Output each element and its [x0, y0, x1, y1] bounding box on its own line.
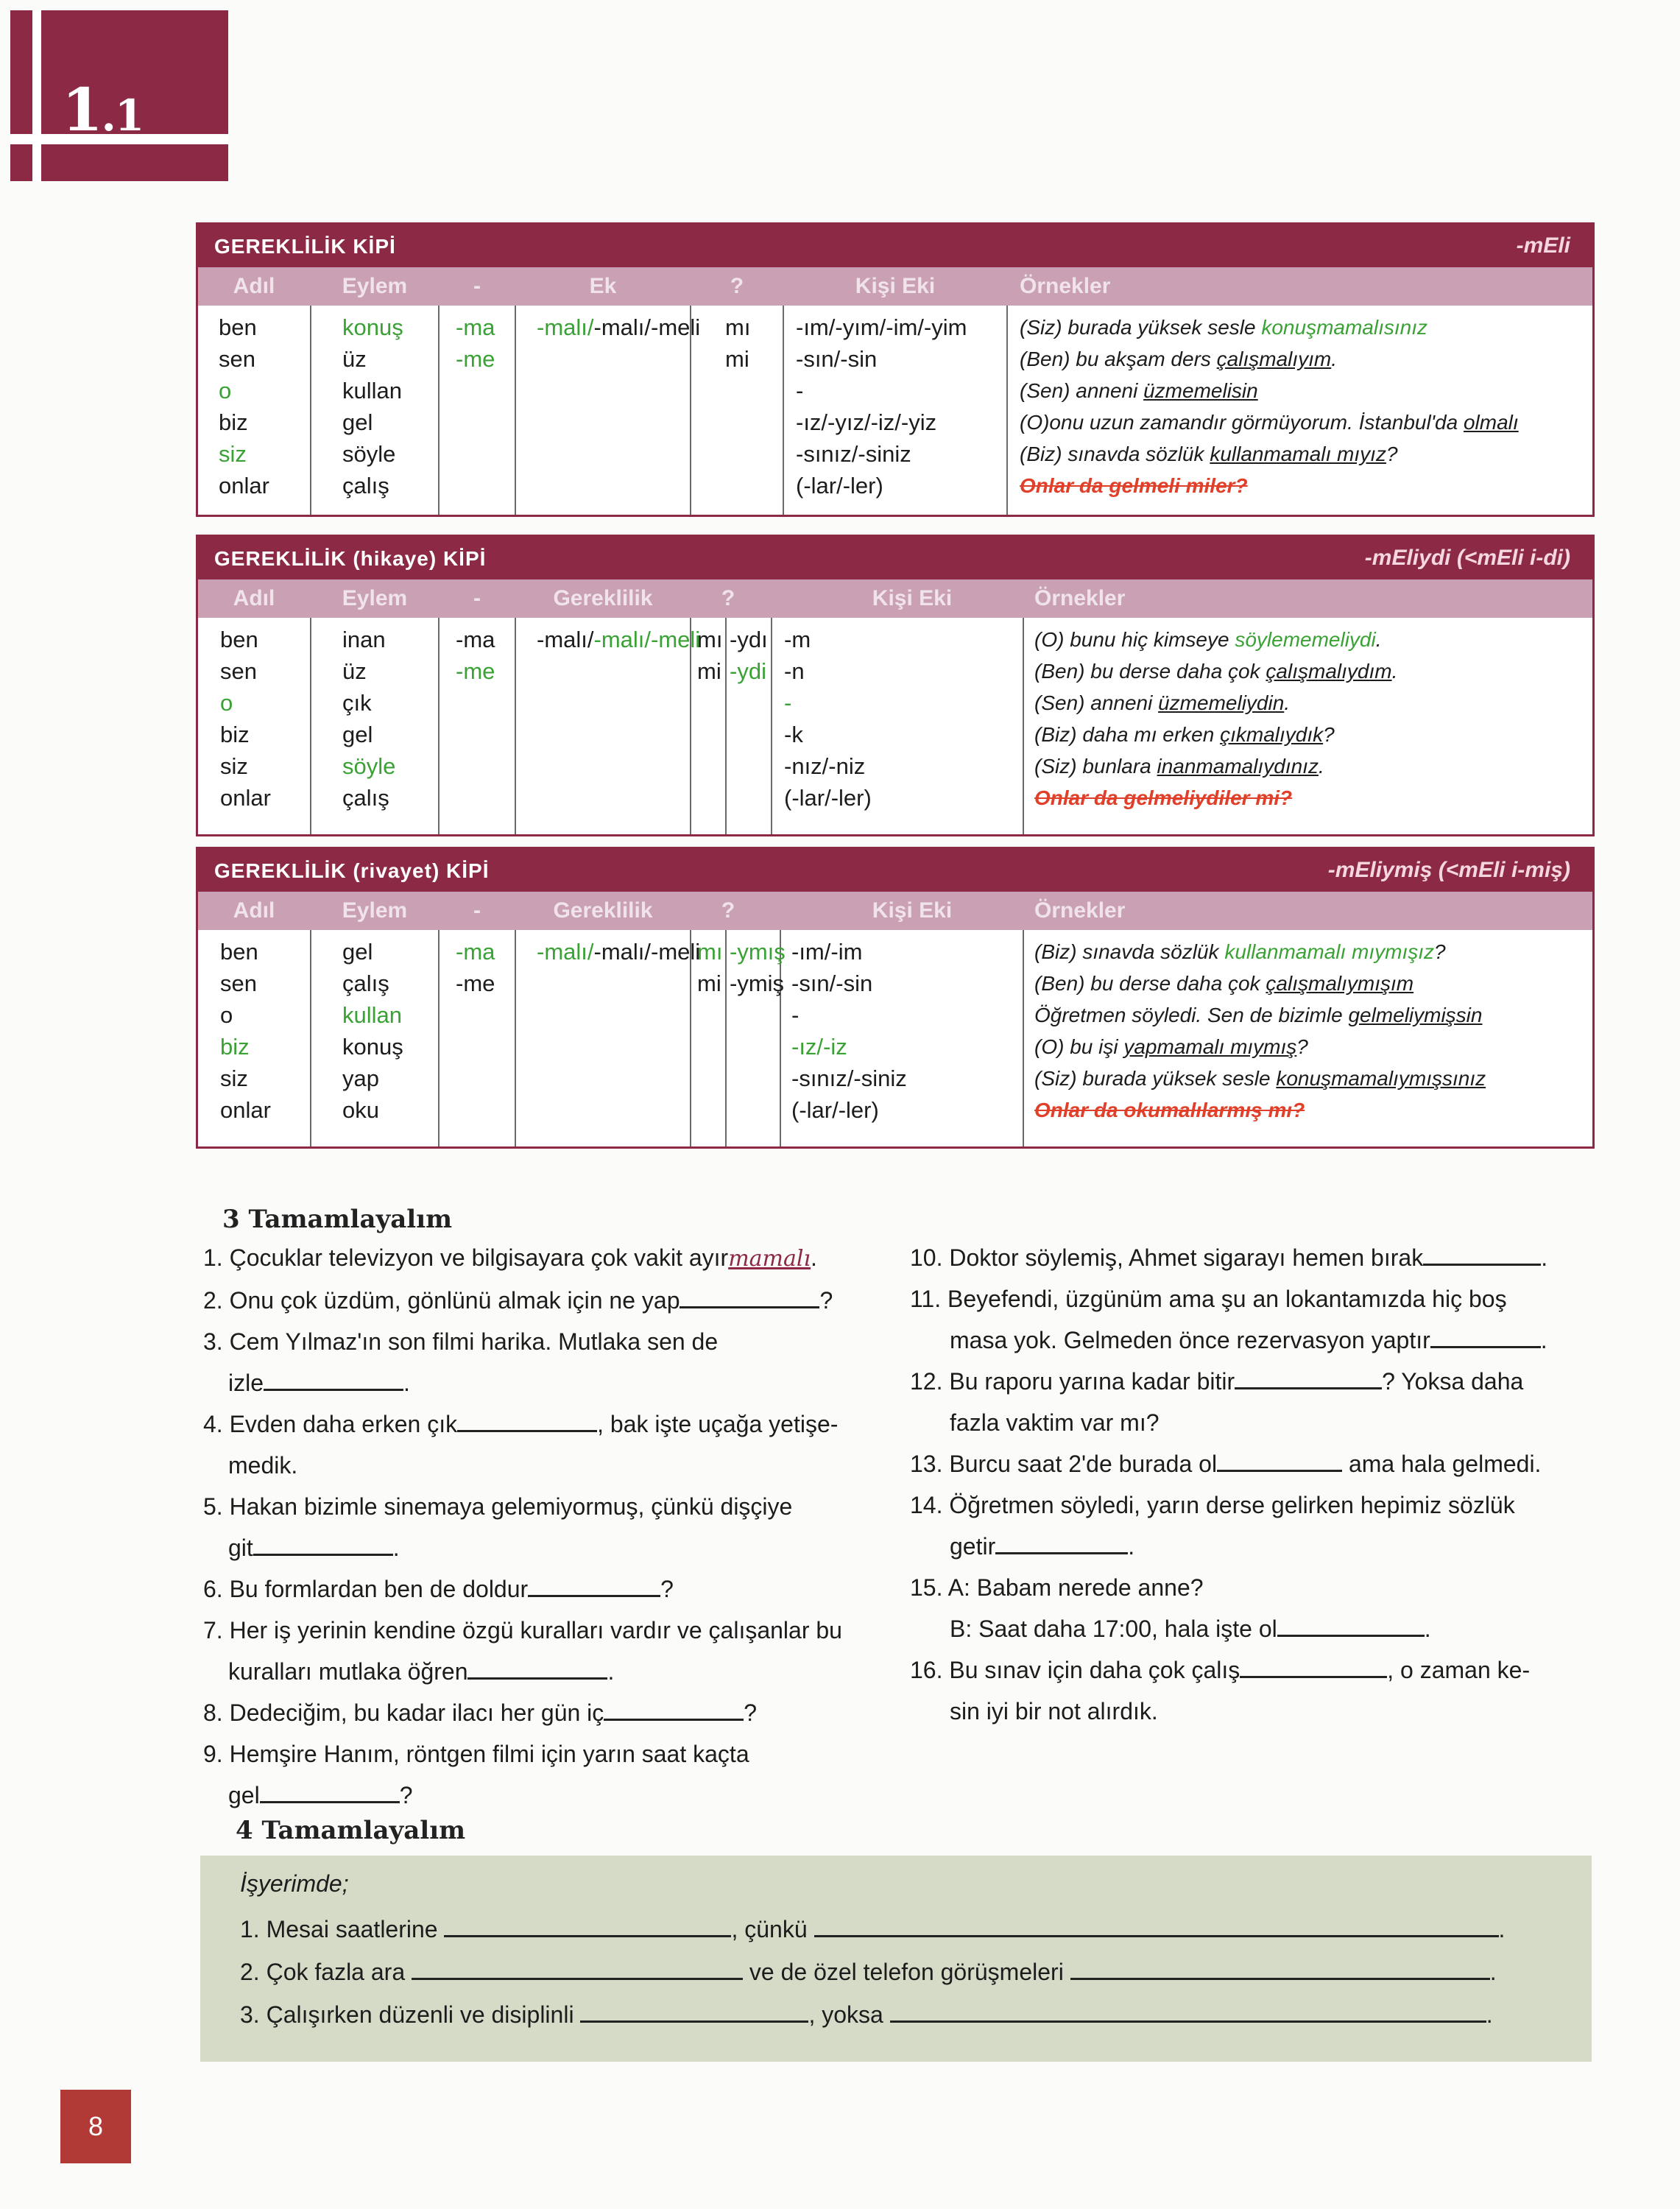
page-number: 8 [60, 2090, 131, 2163]
header-gereklilik: Gereklilik [553, 898, 653, 923]
blank-14[interactable] [995, 1532, 1128, 1554]
header-q: ? [721, 586, 735, 610]
past-column: -ydı -ydi [730, 627, 768, 684]
header-neg: - [473, 274, 481, 298]
table-suffix: -mEliymiş (<mEli i-miş) [1327, 858, 1570, 882]
table-gereklilik-hikaye-kipi [196, 535, 1595, 836]
person-suffix-column: -ım/-im -sın/-sin - -ız/-iz -sınız/-siniz (-lar/-ler) [791, 939, 907, 1123]
header-adil: Adıl [233, 586, 275, 610]
blank-12[interactable] [1235, 1367, 1382, 1389]
ek-column: -malı/-malı/-meli [537, 627, 701, 652]
header-neg: - [473, 586, 481, 610]
verb-column: gel çalış kullan konuş yap oku [342, 939, 403, 1123]
table-title: GEREKLİLİK (rivayet) KİPİ [214, 859, 490, 882]
question-2: 2. Onu çok üzdüm, gönlünü almak için ne yap ? [203, 1287, 833, 1314]
table-header [198, 267, 1592, 306]
header-gereklilik: Gereklilik [553, 586, 653, 610]
header-adil: Adıl [233, 274, 275, 298]
exercise-4-title: 4 Tamamlayalım [236, 1816, 466, 1845]
table-title: GEREKLİLİK KİPİ [214, 235, 396, 258]
header-eylem: Eylem [342, 898, 408, 923]
exercise-4-box [200, 1856, 1592, 2062]
section-badge [10, 10, 228, 181]
question-column: mı mi [725, 314, 751, 372]
question-7: 7. Her iş yerinin kendine özgü kuralları vardır ve çalışanlar bu [203, 1617, 842, 1643]
header-q: ? [730, 274, 744, 298]
negation-column: -ma -me [456, 314, 495, 372]
header-eylem: Eylem [342, 586, 408, 610]
blank-10[interactable] [1423, 1243, 1541, 1266]
table-suffix: -mEliydi (<mEli i-di) [1364, 546, 1570, 570]
question-1: 1. Çocuklar televizyon ve bilgisayara çok vakit ayırmamalı. [203, 1244, 817, 1272]
blank-4-3b[interactable] [890, 2000, 1486, 2023]
header-q: ? [721, 898, 735, 923]
blank-9[interactable] [260, 1780, 400, 1803]
blank-4[interactable] [457, 1409, 597, 1432]
header-ek: Ek [589, 274, 617, 298]
blank-3[interactable] [264, 1368, 403, 1391]
exercise-4-heading: İşyerimde; [240, 1870, 349, 1897]
verb-column: inan üz çık gel söyle çalış [342, 627, 396, 811]
blank-4-1b[interactable] [814, 1914, 1499, 1937]
table-gereklilik-rivayet-kipi [196, 847, 1595, 1149]
blank-2[interactable] [680, 1286, 819, 1308]
exercise-3-title: 3 Tamamlayalım [222, 1205, 453, 1234]
blank-4-2b[interactable] [1070, 1957, 1490, 1980]
table-header [198, 579, 1592, 618]
table-suffix: -mEli [1516, 233, 1570, 258]
table-gereklilik-kipi [196, 222, 1595, 517]
question-column: mı mi [697, 939, 723, 996]
question-12: 12. Bu raporu yarına kadar bitir ? Yoksa daha [910, 1368, 1524, 1395]
exercise-4-line-3: 3. Çalışırken düzenli ve disiplinli , yoksa . [240, 2001, 1493, 2028]
table-title: GEREKLİLİK (hikaye) KİPİ [214, 547, 487, 570]
question-6: 6. Bu formlardan ben de doldur ? [203, 1576, 674, 1602]
blank-5[interactable] [253, 1533, 393, 1556]
blank-11[interactable] [1430, 1325, 1541, 1348]
question-column: mı mi [697, 627, 723, 684]
question-9: 9. Hemşire Hanım, röntgen filmi için yarın saat kaçta [203, 1741, 749, 1767]
exercise-4-line-2: 2. Çok fazla ara ve de özel telefon görüşmeleri . [240, 1959, 1497, 1985]
exercise-3-left-column: 1. Çocuklar televizyon ve bilgisayara çok vakit ayırmamalı. 2. Onu çok üzdüm, gönlünü almak için ne yap ? 3. Cem Yılmaz'ın son filmi harika. Mutlaka sen de izle . 4. Evden daha erken çık , bak işte uçağa yetişe- medik. 5. Hakan bizimle sinemaya gelemiyormuş, çünkü dişçiye git . 6. Bu formlardan ben de doldur ? 7. Her iş yerinin kendine özgü kuralları vardır ve çalışanlar bu kuralları mutlaka öğren . 8. Dedeciğim, bu kadar ilacı her gün iç ? 9. Hemşire Hanım, röntgen filmi için yarın saat kaçta gel ? [203, 1237, 880, 1816]
question-4: 4. Evden daha erken çık , bak işte uçağa yetişe- [203, 1411, 839, 1437]
question-15: 15. A: Babam nerede anne? [910, 1574, 1204, 1601]
ek-column: -malı/-malı/-meli [537, 314, 701, 340]
exercise-3-right-column: 10. Doktor söylemiş, Ahmet sigarayı hemen bırak . 11. Beyefendi, üzgünüm ama şu an lokantamızda hiç boş masa yok. Gelmeden önce rezervasyon yaptır . 12. Bu raporu yarına kadar bitir ? Yoksa daha fazla vaktim var mı? 13. Burcu saat 2'de burada ol ama hala gelmedi. 14. Öğretmen söyledi, yarın derse gelirken hepimiz sözlük getir . 15. A: Babam nerede anne? B: Saat daha 17:00, hala işte ol . 16. Bu sınav için daha çok çalış , o zaman ke- sin iyi bir not alırdık. [910, 1237, 1595, 1732]
blank-15[interactable] [1277, 1614, 1425, 1637]
negation-column: -ma -me [456, 627, 495, 684]
header-kisi-eki: Kişi Eki [872, 586, 953, 610]
table-header [198, 892, 1592, 930]
exercise-4-line-1: 1. Mesai saatlerine , çünkü . [240, 1916, 1506, 1942]
blank-7[interactable] [467, 1657, 607, 1680]
negation-column: -ma -me [456, 939, 495, 996]
question-13: 13. Burcu saat 2'de burada ol ama hala gelmedi. [910, 1451, 1542, 1477]
blank-4-1a[interactable] [444, 1914, 731, 1937]
pronoun-column: ben sen o biz siz onlar [220, 627, 271, 811]
blank-4-2a[interactable] [412, 1957, 743, 1980]
examples-column: (O) bunu hiç kimseye söylememeliydi. (Ben) bu derse daha çok çalışmalıydım. (Sen) anneni üzmemeliydin. (Biz) daha mı erken çıkmalıydık? (Siz) bunlara inanmamalıydınız. Onlar da gelmeliydiler mi? [1034, 628, 1398, 809]
header-kisi-eki: Kişi Eki [872, 898, 953, 923]
pronoun-column: ben sen o biz siz onlar [219, 314, 269, 498]
blank-16[interactable] [1240, 1655, 1387, 1678]
header-eylem: Eylem [342, 274, 408, 298]
examples-column: (Siz) burada yüksek sesle konuşmamalısınız (Ben) bu akşam ders çalışmalıyım. (Sen) anneni üzmemelisin (O)onu uzun zamandır görmüyorum. İstanbul'da olmalı (Biz) sınavda sözlük kullanmamalı mıyız? Onlar da gelmeli miler? [1020, 316, 1519, 497]
header-kisi-eki: Kişi Eki [855, 274, 936, 298]
question-8: 8. Dedeciğim, bu kadar ilacı her gün iç ? [203, 1699, 758, 1726]
person-suffix-column: -m -n - -k -nız/-niz (-lar/-ler) [784, 627, 872, 811]
answer-1: mamalı [728, 1246, 811, 1272]
header-ornekler: Örnekler [1034, 586, 1126, 610]
verb-column: konuş üz kullan gel söyle çalış [342, 314, 403, 498]
header-ornekler: Örnekler [1020, 274, 1111, 298]
question-10: 10. Doktor söylemiş, Ahmet sigarayı hemen bırak . [910, 1244, 1548, 1271]
question-16: 16. Bu sınav için daha çok çalış , o zaman ke- [910, 1657, 1531, 1683]
blank-6[interactable] [528, 1574, 660, 1597]
header-ornekler: Örnekler [1034, 898, 1126, 923]
past-column: -ymış -ymiş [730, 939, 786, 996]
section-number: 1.1 [62, 75, 144, 144]
question-14: 14. Öğretmen söyledi, yarın derse gelirken hepimiz sözlük [910, 1492, 1515, 1518]
person-suffix-column: -ım/-yım/-im/-yim -sın/-sin - -ız/-yız/-iz/-yiz -sınız/-siniz (-lar/-ler) [796, 314, 967, 498]
examples-column: (Biz) sınavda sözlük kullanmamalı mıymışız? (Ben) bu derse daha çok çalışmalıymışım Öğretmen söyledi. Sen de bizimle gelmeliymişsin (O) bu işi yapmamalı mıymış? (Siz) burada yüksek sesle konuşmamalıymışsınız Onlar da okumalılarmış mı? [1034, 940, 1486, 1121]
pronoun-column: ben sen o biz siz onlar [220, 939, 271, 1123]
question-11: 11. Beyefendi, üzgünüm ama şu an lokantamızda hiç boş [910, 1286, 1507, 1312]
ek-column: -malı/-malı/-meli [537, 939, 701, 965]
blank-13[interactable] [1217, 1449, 1342, 1472]
question-3: 3. Cem Yılmaz'ın son filmi harika. Mutlaka sen de [203, 1328, 719, 1355]
blank-8[interactable] [604, 1698, 744, 1721]
question-5: 5. Hakan bizimle sinemaya gelemiyormuş, çünkü dişçiye [203, 1493, 793, 1520]
blank-4-3a[interactable] [580, 2000, 808, 2023]
header-adil: Adıl [233, 898, 275, 923]
header-neg: - [473, 898, 481, 923]
